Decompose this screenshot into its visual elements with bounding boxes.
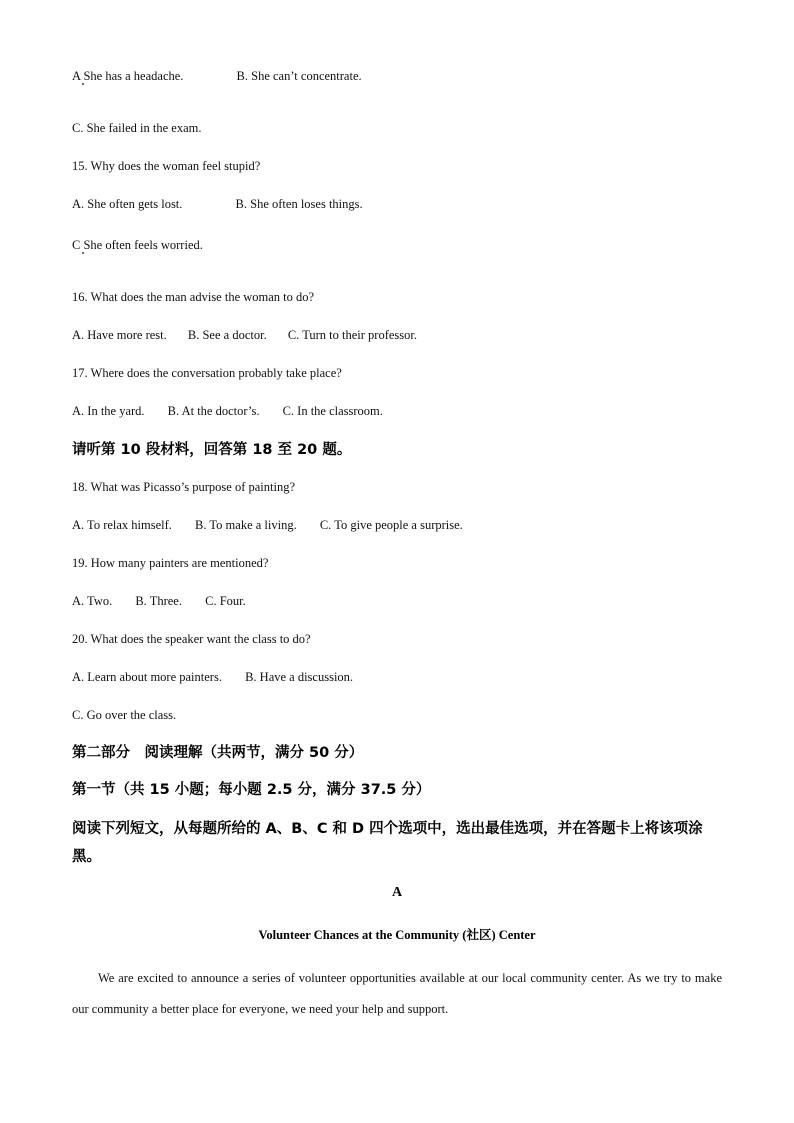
q20-option-b: B. Have a discussion.: [245, 670, 354, 684]
q18-option-c: C. To give people a surprise.: [319, 518, 463, 532]
q17-option-b: B. At the doctor’s.: [167, 404, 260, 418]
q19-stem: 19. How many painters are mentioned?: [72, 556, 269, 570]
q14-options-row: [72, 68, 362, 84]
q18-option-a: A. To relax himself.: [72, 518, 172, 532]
part-2-heading: 第二部分 阅读理解（共两节，满分 50 分）: [72, 745, 364, 761]
q14-option-c: C. She failed in the exam.: [72, 121, 202, 135]
q15-option-a: A. She often gets lost.: [72, 197, 183, 211]
q18-option-b: B. To make a living.: [195, 518, 297, 532]
passage-letter: A: [391, 885, 403, 900]
q15-options-row: [72, 196, 363, 212]
q18-stem: 18. What was Picasso’s purpose of painting?: [72, 480, 295, 494]
q15-stem: 15. Why does the woman feel stupid?: [72, 159, 261, 173]
q19-option-b: B. Three.: [135, 594, 182, 608]
q17-options-row: [72, 403, 383, 419]
q17-option-c: C. In the classroom.: [282, 404, 383, 418]
passage-body: We are excited to announce a series of volunteer opportunities available at our local community center. As we try to make our community a better place for everyone, we need your help and support.: [72, 971, 722, 1016]
q16-option-a: A. Have more rest.: [72, 328, 167, 342]
section-1-heading: 第一节（共 15 小题；每小题 2.5 分，满分 37.5 分）: [72, 782, 431, 798]
q20-option-c: C. Go over the class.: [72, 708, 177, 722]
q16-options-row: [72, 327, 417, 343]
section-10-heading: 请听第 10 段材料，回答第 18 至 20 题。: [72, 442, 352, 458]
passage-title: Volunteer Chances at the Community (社区) Center: [258, 928, 536, 942]
q14-option-b: B. She can’t concentrate.: [236, 69, 362, 83]
q16-option-b: B. See a doctor.: [187, 328, 267, 342]
q18-options-row: [72, 517, 463, 533]
q16-stem: 16. What does the man advise the woman to do?: [72, 290, 315, 304]
q20-option-a: A. Learn about more painters.: [72, 670, 222, 684]
q14-option-a: A She has a headache.: [72, 69, 184, 83]
q19-option-c: C. Four.: [205, 594, 246, 608]
reading-instructions: 阅读下列短文，从每题所给的 A、B、C 和 D 四个选项中，选出最佳选项，并在答题卡上将该项涂黑。: [72, 821, 703, 865]
q17-stem: 17. Where does the conversation probably take place?: [72, 366, 342, 380]
q15-option-c: C She often feels worried.: [72, 238, 203, 252]
q15-option-b: B. She often loses things.: [235, 197, 363, 211]
q20-options-row: [72, 669, 353, 685]
q19-option-a: A. Two.: [72, 594, 113, 608]
q17-option-a: A. In the yard.: [72, 404, 145, 418]
q19-options-row: [72, 593, 246, 609]
q16-option-c: C. Turn to their professor.: [287, 328, 418, 342]
q15-option-c-row: [72, 237, 203, 253]
q20-stem: 20. What does the speaker want the class to do?: [72, 632, 311, 646]
